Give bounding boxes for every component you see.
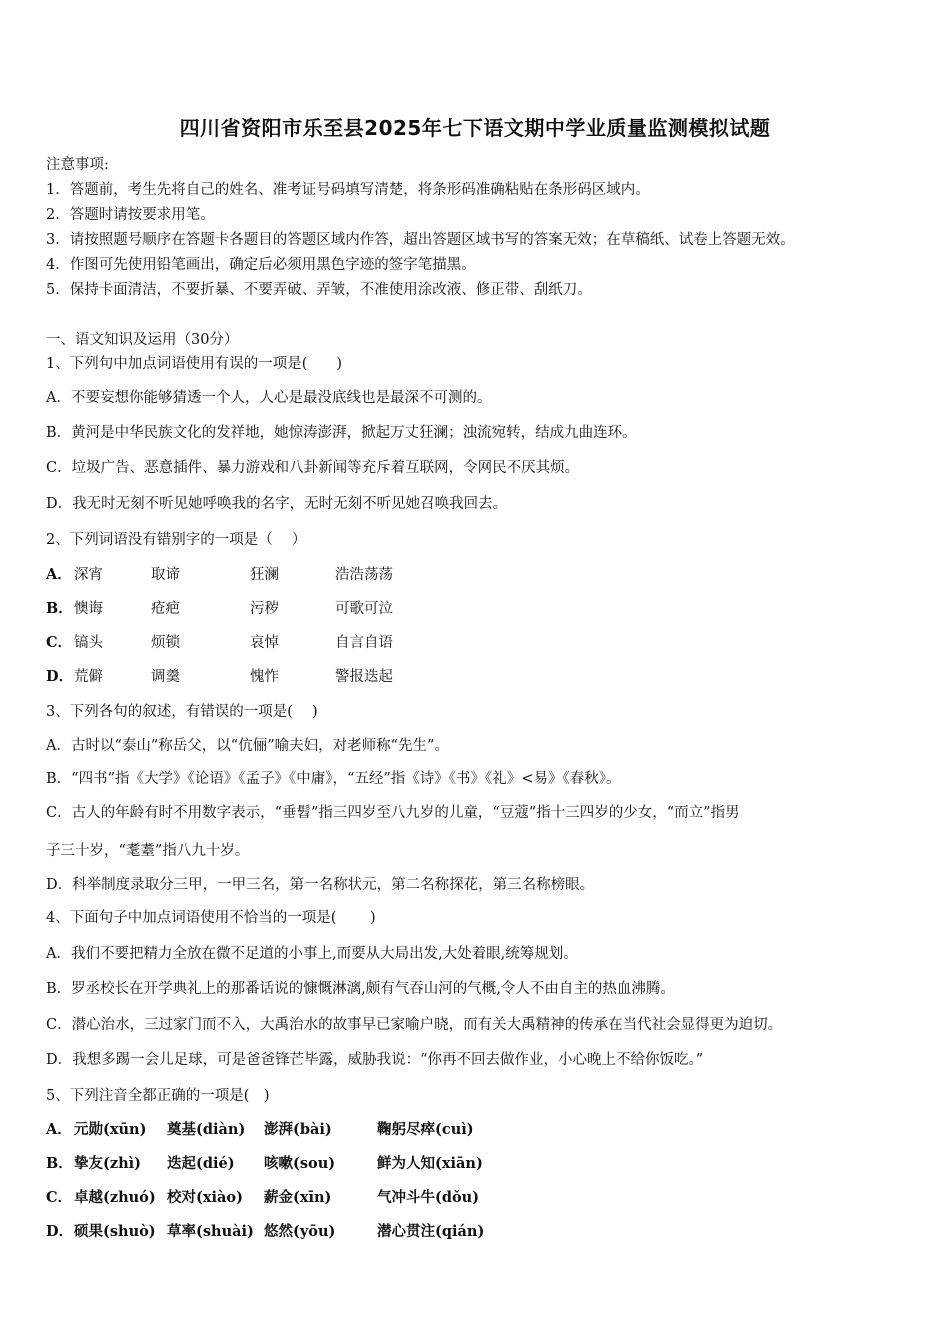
q2-option-a bbox=[46, 563, 393, 584]
word: 卓越(zhuó) bbox=[74, 1189, 156, 1206]
notice-item-4: 4．作图可先使用铅笔画出，确定后必须用黑色字迹的签字笔描黑。 bbox=[46, 257, 476, 273]
word: 自言自语 bbox=[335, 635, 393, 651]
q3-option-c-line1: C．古人的年龄有时不用数字表示，“垂髫”指三四岁至八九岁的儿童，“豆蔻”指十三四岁的少女，“而立”指男 bbox=[46, 805, 740, 821]
q3-option-b: B．“四书”指《大学》《论语》《孟子》《中庸》，“五经”指《诗》《书》《礼》<易》《春秋》。 bbox=[46, 771, 621, 787]
option-label: B． bbox=[46, 600, 73, 617]
page-title: 四川省资阳市乐至县2025年七下语文期中学业质量监测模拟试题 bbox=[179, 116, 771, 140]
q4-option-c: C．潜心治水，三过家门而不入，大禹治水的故事早已家喻户晓，而有关大禹精神的传承在当代社会显得更为迫切。 bbox=[46, 1017, 783, 1033]
notice-item-3: 3．请按照题号顺序在答题卡各题目的答题区域内作答，超出答题区域书写的答案无效；在草稿纸、试卷上答题无效。 bbox=[46, 232, 795, 248]
q1-option-c: C．垃圾广告、恶意插件、暴力游戏和八卦新闻等充斥着互联网，令网民不厌其烦。 bbox=[46, 460, 580, 476]
q2-stem: 2、下列词语没有错别字的一项是（ ） bbox=[46, 532, 307, 548]
q4-option-d: D．我想多踢一会儿足球，可是爸爸锋芒毕露，威胁我说：“你再不回去做作业，小心晚上不给你饭吃。” bbox=[46, 1052, 704, 1068]
word: 鲜为人知(xiān) bbox=[377, 1155, 483, 1172]
option-label: D． bbox=[46, 1223, 74, 1240]
notice-item-2: 2．答题时请按要求用笔。 bbox=[46, 207, 215, 223]
word: 校对(xiào) bbox=[167, 1189, 243, 1206]
word: 调羹 bbox=[151, 669, 180, 685]
word: 疮疤 bbox=[151, 601, 180, 617]
word: 澎湃(bài) bbox=[264, 1121, 332, 1138]
word: 气冲斗牛(dǒu) bbox=[377, 1189, 480, 1206]
word: 荒僻 bbox=[74, 669, 103, 685]
option-label: A． bbox=[46, 566, 72, 583]
word: 元勋(xūn) bbox=[74, 1121, 147, 1138]
q5-option-c bbox=[46, 1186, 479, 1207]
word: 浩浩荡荡 bbox=[335, 567, 393, 583]
word: 咳嗽(sou) bbox=[264, 1155, 336, 1172]
word: 挚友(zhì) bbox=[74, 1155, 142, 1172]
q5-stem: 5、下列注音全都正确的一项是( ) bbox=[46, 1088, 270, 1104]
q4-option-a: A．我们不要把精力全放在微不足道的小事上,而要从大局出发,大处着眼,统筹规划。 bbox=[46, 946, 578, 962]
option-label: A． bbox=[46, 1121, 72, 1138]
word: 薪金(xīn) bbox=[264, 1189, 332, 1206]
q3-option-c-line2: 子三十岁，“耄耋”指八九十岁。 bbox=[46, 843, 250, 859]
word: 奠基(diàn) bbox=[167, 1121, 246, 1138]
word: 懊诲 bbox=[74, 601, 103, 617]
q3-option-d: D．科举制度录取分三甲，一甲三名，第一名称状元，第二名称探花，第三名称榜眼。 bbox=[46, 877, 595, 893]
option-label: D． bbox=[46, 668, 74, 685]
word: 哀悼 bbox=[250, 635, 279, 651]
word: 鞠躬尽瘁(cuì) bbox=[377, 1121, 474, 1138]
word: 可歌可泣 bbox=[335, 601, 393, 617]
option-label: C． bbox=[46, 1189, 73, 1206]
q5-option-d bbox=[46, 1220, 484, 1241]
notice-item-1: 1．答题前，考生先将自己的姓名、准考证号码填写清楚，将条形码准确粘贴在条形码区域内。 bbox=[46, 182, 650, 198]
word: 镐头 bbox=[74, 635, 103, 651]
q4-stem: 4、下面句子中加点词语使用不恰当的一项是( ) bbox=[46, 910, 376, 926]
word: 警报迭起 bbox=[335, 669, 393, 685]
q1-stem: 1、下列句中加点词语使用有误的一项是( ) bbox=[46, 356, 343, 372]
q3-stem: 3、下列各句的叙述，有错误的一项是( ) bbox=[46, 704, 318, 720]
word: 烦锁 bbox=[151, 635, 180, 651]
word: 硕果(shuò) bbox=[74, 1223, 156, 1240]
q4-option-b: B．罗丞校长在开学典礼上的那番话说的慷慨淋漓,颇有气吞山河的气概,令人不由自主的热血沸腾。 bbox=[46, 981, 675, 997]
section-heading: 一、语文知识及运用（30分） bbox=[46, 332, 239, 348]
word: 污秽 bbox=[250, 601, 279, 617]
notice-item-5: 5．保持卡面清洁，不要折暴、不要弄破、弄皱，不准使用涂改液、修正带、刮纸刀。 bbox=[46, 282, 592, 298]
q5-option-b bbox=[46, 1152, 483, 1173]
word: 迭起(dié) bbox=[167, 1155, 235, 1172]
q3-option-a: A．古时以“泰山”称岳父，以“伉俪”喻夫妇，对老师称“先生”。 bbox=[46, 738, 449, 754]
word: 狂澜 bbox=[250, 567, 279, 583]
q1-option-b: B．黄河是中华民族文化的发祥地，她惊涛澎湃，掀起万丈狂澜；浊流宛转，结成九曲连环。 bbox=[46, 425, 637, 441]
word: 潜心贯注(qián) bbox=[377, 1223, 485, 1240]
q2-option-b bbox=[46, 597, 393, 618]
option-label: B． bbox=[46, 1155, 73, 1172]
q1-option-d: D．我无时无刻不听见她呼唤我的名字，无时无刻不听见她召唤我回去。 bbox=[46, 496, 508, 512]
word: 草率(shuài) bbox=[167, 1223, 254, 1240]
q1-option-a: A．不要妄想你能够猜透一个人，人心是最没底线也是最深不可测的。 bbox=[46, 390, 492, 406]
option-label: C． bbox=[46, 634, 73, 651]
word: 悠然(yōu) bbox=[264, 1223, 336, 1240]
q2-option-d bbox=[46, 665, 393, 686]
q2-option-c bbox=[46, 631, 393, 652]
q5-option-a bbox=[46, 1118, 474, 1139]
word: 愧怍 bbox=[250, 669, 279, 685]
word: 深宵 bbox=[74, 567, 103, 583]
notice-heading: 注意事项: bbox=[46, 157, 109, 173]
word: 取谛 bbox=[151, 567, 180, 583]
